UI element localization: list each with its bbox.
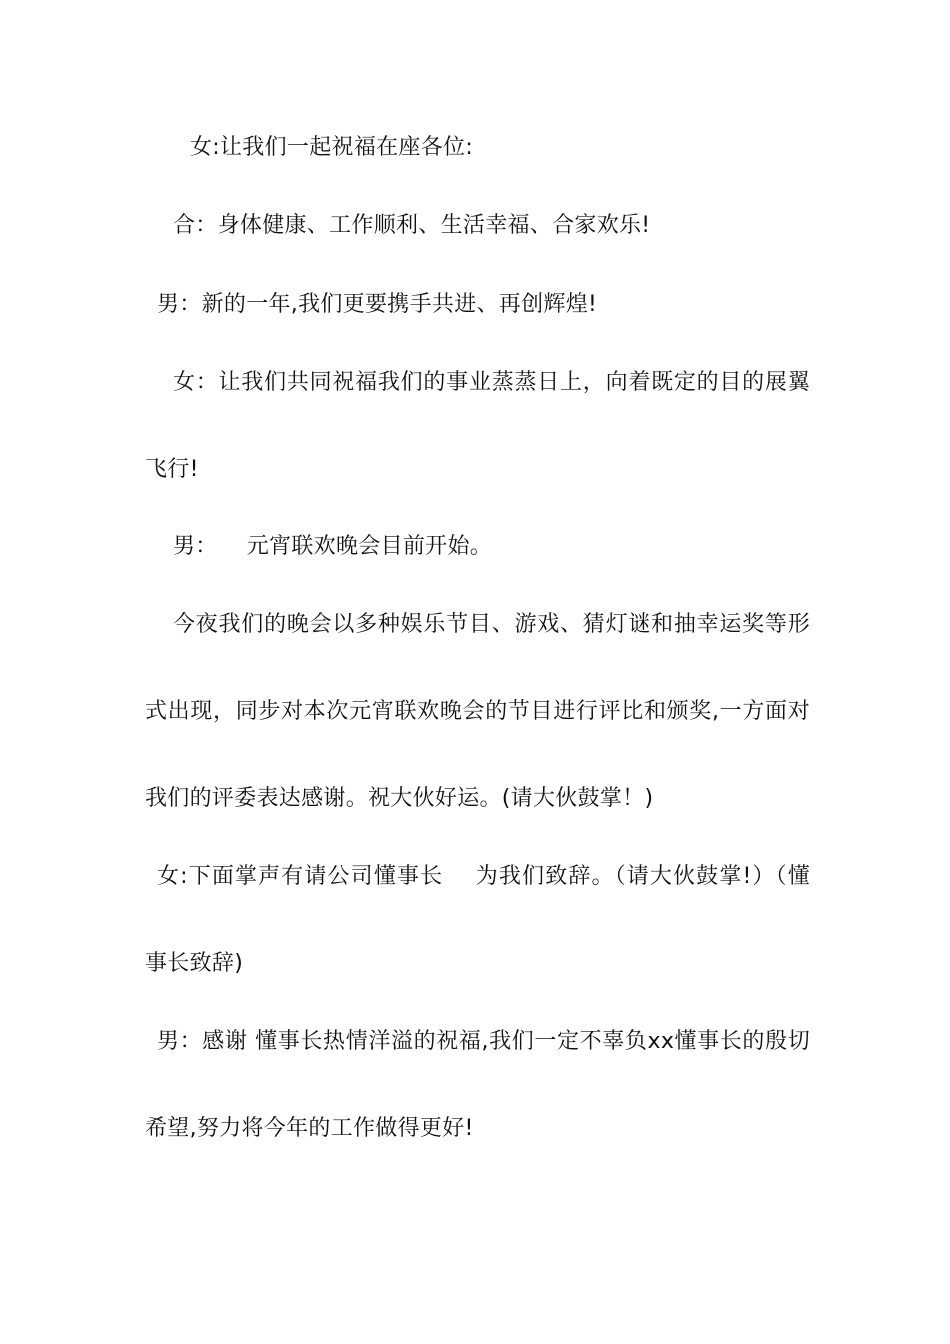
line-4: 女：让我们共同祝福我们的事业蒸蒸日上，向着既定的目的展翼 [173, 370, 810, 395]
line-5: 飞行! [145, 457, 199, 482]
line-10: 女:下面掌声有请公司懂事长 为我们致辞。（请大伙鼓掌!）（懂 [157, 864, 810, 889]
line-8: 式出现，同步对本次元宵联欢晚会的节目进行评比和颁奖,一方面对 [145, 699, 810, 724]
line-3: 男：新的一年,我们更要携手共进、再创辉煌! [157, 292, 598, 317]
line-2: 合：身体健康、工作顺利、生活幸福、合家欢乐! [173, 213, 651, 238]
line-11: 事长致辞) [145, 951, 244, 976]
line-13: 希望,努力将今年的工作做得更好! [145, 1116, 474, 1141]
line-1: 女:让我们一起祝福在座各位: [190, 135, 474, 160]
line-7: 今夜我们的晚会以多种娱乐节目、游戏、猜灯谜和抽幸运奖等形 [173, 612, 810, 637]
line-9: 我们的评委表达感谢。祝大伙好运。(请大伙鼓掌！) [145, 786, 654, 811]
line-6: 男： 元宵联欢晚会目前开始。 [173, 534, 493, 559]
line-12: 男：感谢 懂事长热情洋溢的祝福,我们一定不辜负xx懂事长的殷切 [157, 1029, 810, 1054]
